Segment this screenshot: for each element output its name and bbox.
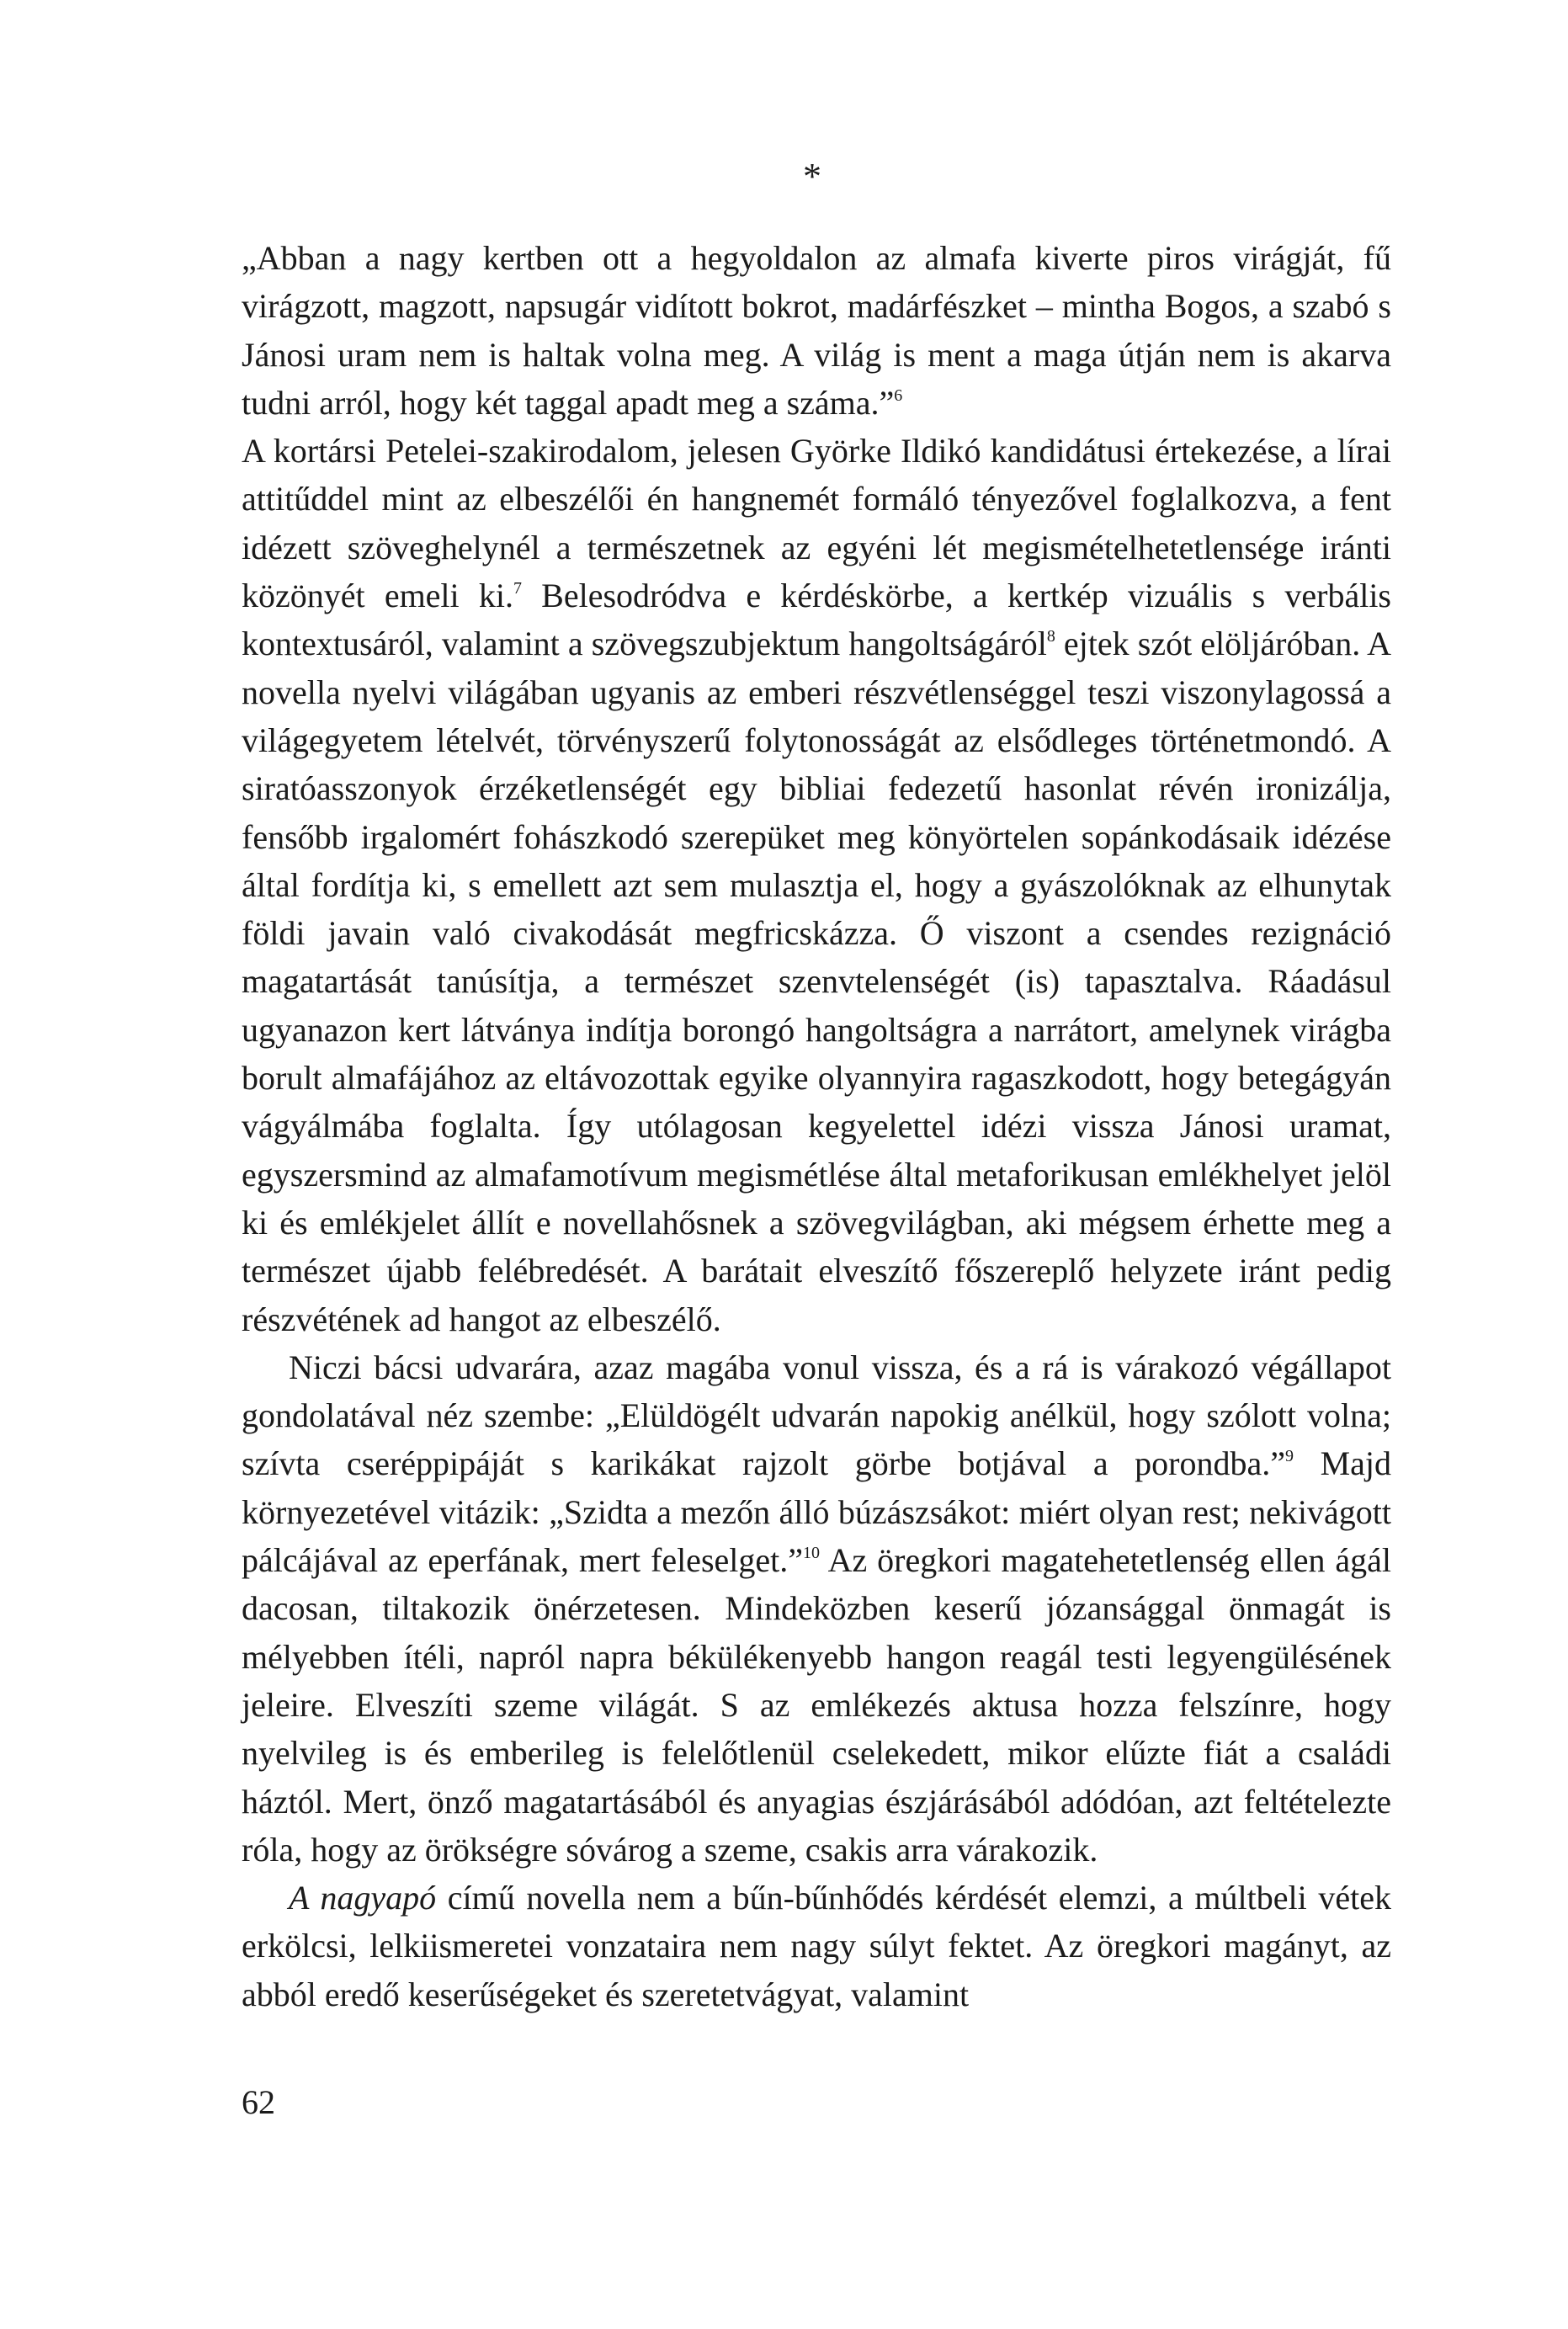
paragraph-quote — [242, 234, 1391, 427]
paragraph-text-segment: A kortársi Petelei-szakirodalom, jelesen Györke Ildikó kandidátusi értekezése, a lírai attitűddel mint az elbeszélői én hangnemét formáló tényezővel foglalkozva, a fent idézett szöveghelynél a természetnek az egyéni lét megismételhetetlensége iránti közönyét emeli ki. — [242, 432, 1391, 615]
work-title: A nagyapó — [289, 1879, 437, 1917]
footnote-ref-8[interactable]: 8 — [1046, 627, 1055, 646]
quote-text: „Abban a nagy kertben ott a hegyoldalon az almafa kiverte piros virágját, fű virágzott, magzott, napsugár vidított bokrot, madárfészket – mintha Bogos, a szabó s Jánosi uram nem is haltak volna meg. A világ is ment a maga útján nem is akarva tudni arról, hogy két taggal apadt meg a száma.” — [242, 239, 1391, 422]
section-separator: * — [803, 156, 821, 197]
paragraph-niczi — [242, 1343, 1391, 1874]
paragraph-nagyapo — [242, 1874, 1391, 2018]
body-text — [242, 234, 1391, 2018]
paragraph-analysis — [242, 427, 1391, 1343]
paragraph-text-segment: Az öregkori magatehetetlenség ellen ágál dacosan, tiltakozik önérzetesen. Mindeközben keserű józansággal önmagát is mélyebben ítéli, napról napra békülékenyebb hangon reagál testi legyengülésének jeleire. Elveszíti szeme világát. S az emlékezés aktusa hozza felszínre, hogy nyelvileg is és emberileg is felelőtlenül cselekedett, mikor elűzte fiát a családi háztól. Mert, önző magatartásából és anyagias észjárásából adódóan, azt feltételezte róla, hogy az örökségre sóvárog a szeme, csakis arra várakozik. — [242, 1541, 1391, 1869]
paragraph-text-segment: ejtek szót elöljáróban. A novella nyelvi világában ugyanis az emberi részvétlenséggel teszi viszonylagossá a világegyetem lételvét, törvényszerű folytonosságát az elsődleges történetmondó. A siratóasszonyok érzéketlenségét egy bibliai fedezetű hasonlat révén ironizálja, fensőbb irgalomért fohászkodó szerepüket meg könyörtelen sopánkodásaik idézése által fordítja ki, s emellett azt sem mulasztja el, hogy a gyászolóknak az elhunytak földi javain való civakodását megfricskázza. Ő viszont a csendes rezignáció magatartását tanúsítja, a természet szenvtelenségét (is) tapasztalva. Ráadásul ugyanazon kert látványa indítja borongó hangoltságra a narrátort, amelynek virágba borult almafájához az eltávozottak egyike olyannyira ragaszkodott, hogy betegágyán vágyálmába foglalta. Így utólagosan kegyelettel idézi vissza Jánosi uramat, egyszersmind az almafamotívum megismétlése által metaforikusan emlékhelyet jelöl ki és emlékjelet állít e novellahősnek a szövegvilágban, aki mégsem érhette meg a természet újabb felébredését. A barátait elveszítő főszereplő helyzete iránt pedig részvétének ad hangot az elbeszélő. — [242, 625, 1391, 1338]
footnote-ref-7[interactable]: 7 — [513, 579, 522, 598]
page-number: 62 — [242, 2083, 275, 2121]
footnote-ref-10[interactable]: 10 — [803, 1544, 820, 1563]
paragraph-text-segment: Belesodródva e kérdéskörbe, a kertkép vizuális s verbális kontextusáról, valamint a szövegszubjektum hangoltságáról — [242, 577, 1391, 663]
footnote-ref-9[interactable]: 9 — [1284, 1447, 1294, 1466]
footnote-ref-6[interactable]: 6 — [894, 386, 903, 405]
paragraph-text-segment: Majd környezetével vitázik: „Szidta a mezőn álló búzászsákot: miért olyan rest; nekivágott pálcájával az eperfának, mert feleselget.” — [242, 1444, 1391, 1580]
paragraph-text-segment: Niczi bácsi udvarára, azaz magába vonul vissza, és a rá is várakozó végállapot gondolatával néz szembe: „Elüldögélt udvarán napokig anélkül, hogy szólott volna; szívta cseréppipáját s karikákat rajzolt görbe botjával a porondba.” — [242, 1348, 1391, 1483]
paragraph-text-segment: című novella nem a bűn-bűnhődés kérdését elemzi, a múltbeli vétek erkölcsi, lelkiismeretei vonzataira nem nagy súlyt fektet. Az öregkori magányt, az abból eredő keserűségeket és szeretetvágyat, valamint — [242, 1879, 1391, 2013]
